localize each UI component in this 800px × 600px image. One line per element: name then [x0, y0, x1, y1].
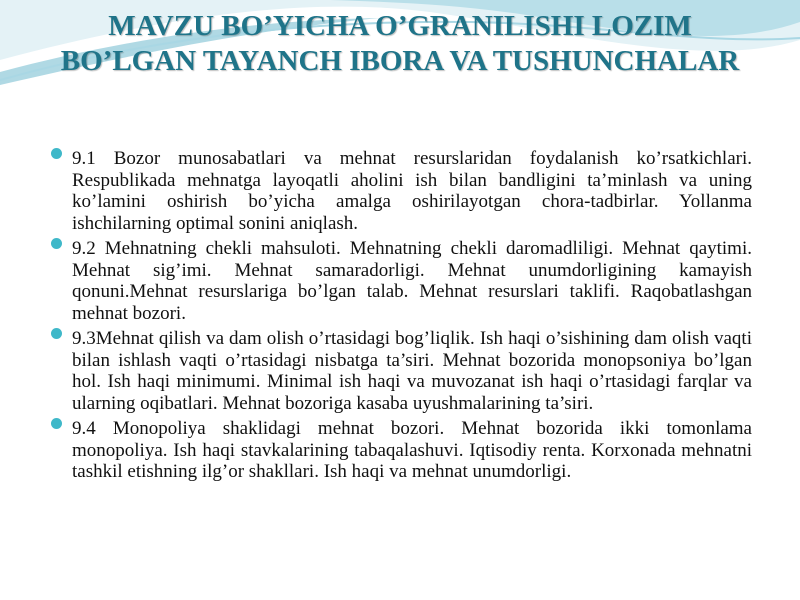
list-item [48, 148, 752, 234]
list-item-text: 9.4 Monopoliya shaklidagi mehnat bozori. Mehnat bozorida ikki tomonlama monopoliya. Ish haqi stavkalarining tabaqalashuvi. Iqtisodiy renta. Korxonada mehnatni tashkil etishning ilg’or shakllari. Ish haqi va mehnat unumdorligi. [72, 418, 752, 482]
list-item-text: 9.1 Bozor munosabatlari va mehnat resurslaridan foydalanish ko’rsatkichlari. Respublikada mehnatga layoqatli aholini ish bilan bandligini ta’minlash va uning ko’lamini oshirish bo’yicha amalga oshirilayotgan chora-tadbirlar. Yollanma ishchilarning optimal sonini aniqlash. [72, 148, 752, 234]
list-item-text: 9.2 Mehnatning chekli mahsuloti. Mehnatning chekli daromadliligi. Mehnat qaytimi. Mehnat sig’imi. Mehnat samaradorligi. Mehnat unumdorligining kamayish qonuni.Mehnat resurslariga bo’lgan talab. Mehnat resurslari taklifi. Raqobatlashgan mehnat bozori. [72, 238, 752, 324]
list-item [48, 418, 752, 483]
bullet-list [48, 148, 752, 487]
list-item-text: 9.3Mehnat qilish va dam olish o’rtasidagi bog’liqlik. Ish haqi o’sishining dam olish vaqti bilan ishlash vaqti o’rtasidagi nisbatga ta’siri. Mehnat bozorida monopsoniya bo’lgan hol. Ish haqi minimumi. Minimal ish haqi va muvozanat ish haqi o’rtasidagi farqlar va ularning oqibatlari. Mehnat bozoriga kasaba uyushmalarining ta’siri. [72, 328, 752, 414]
bullet-icon [51, 418, 62, 429]
list-item [48, 328, 752, 414]
bullet-icon [51, 328, 62, 339]
list-item [48, 238, 752, 324]
slide-title: MAVZU BO’YICHA O’GRANILISHI LOZIM BO’LGAN TAYANCH IBORA VA TUSHUNCHALAR [60, 10, 740, 77]
bullet-icon [51, 148, 62, 159]
bullet-icon [51, 238, 62, 249]
